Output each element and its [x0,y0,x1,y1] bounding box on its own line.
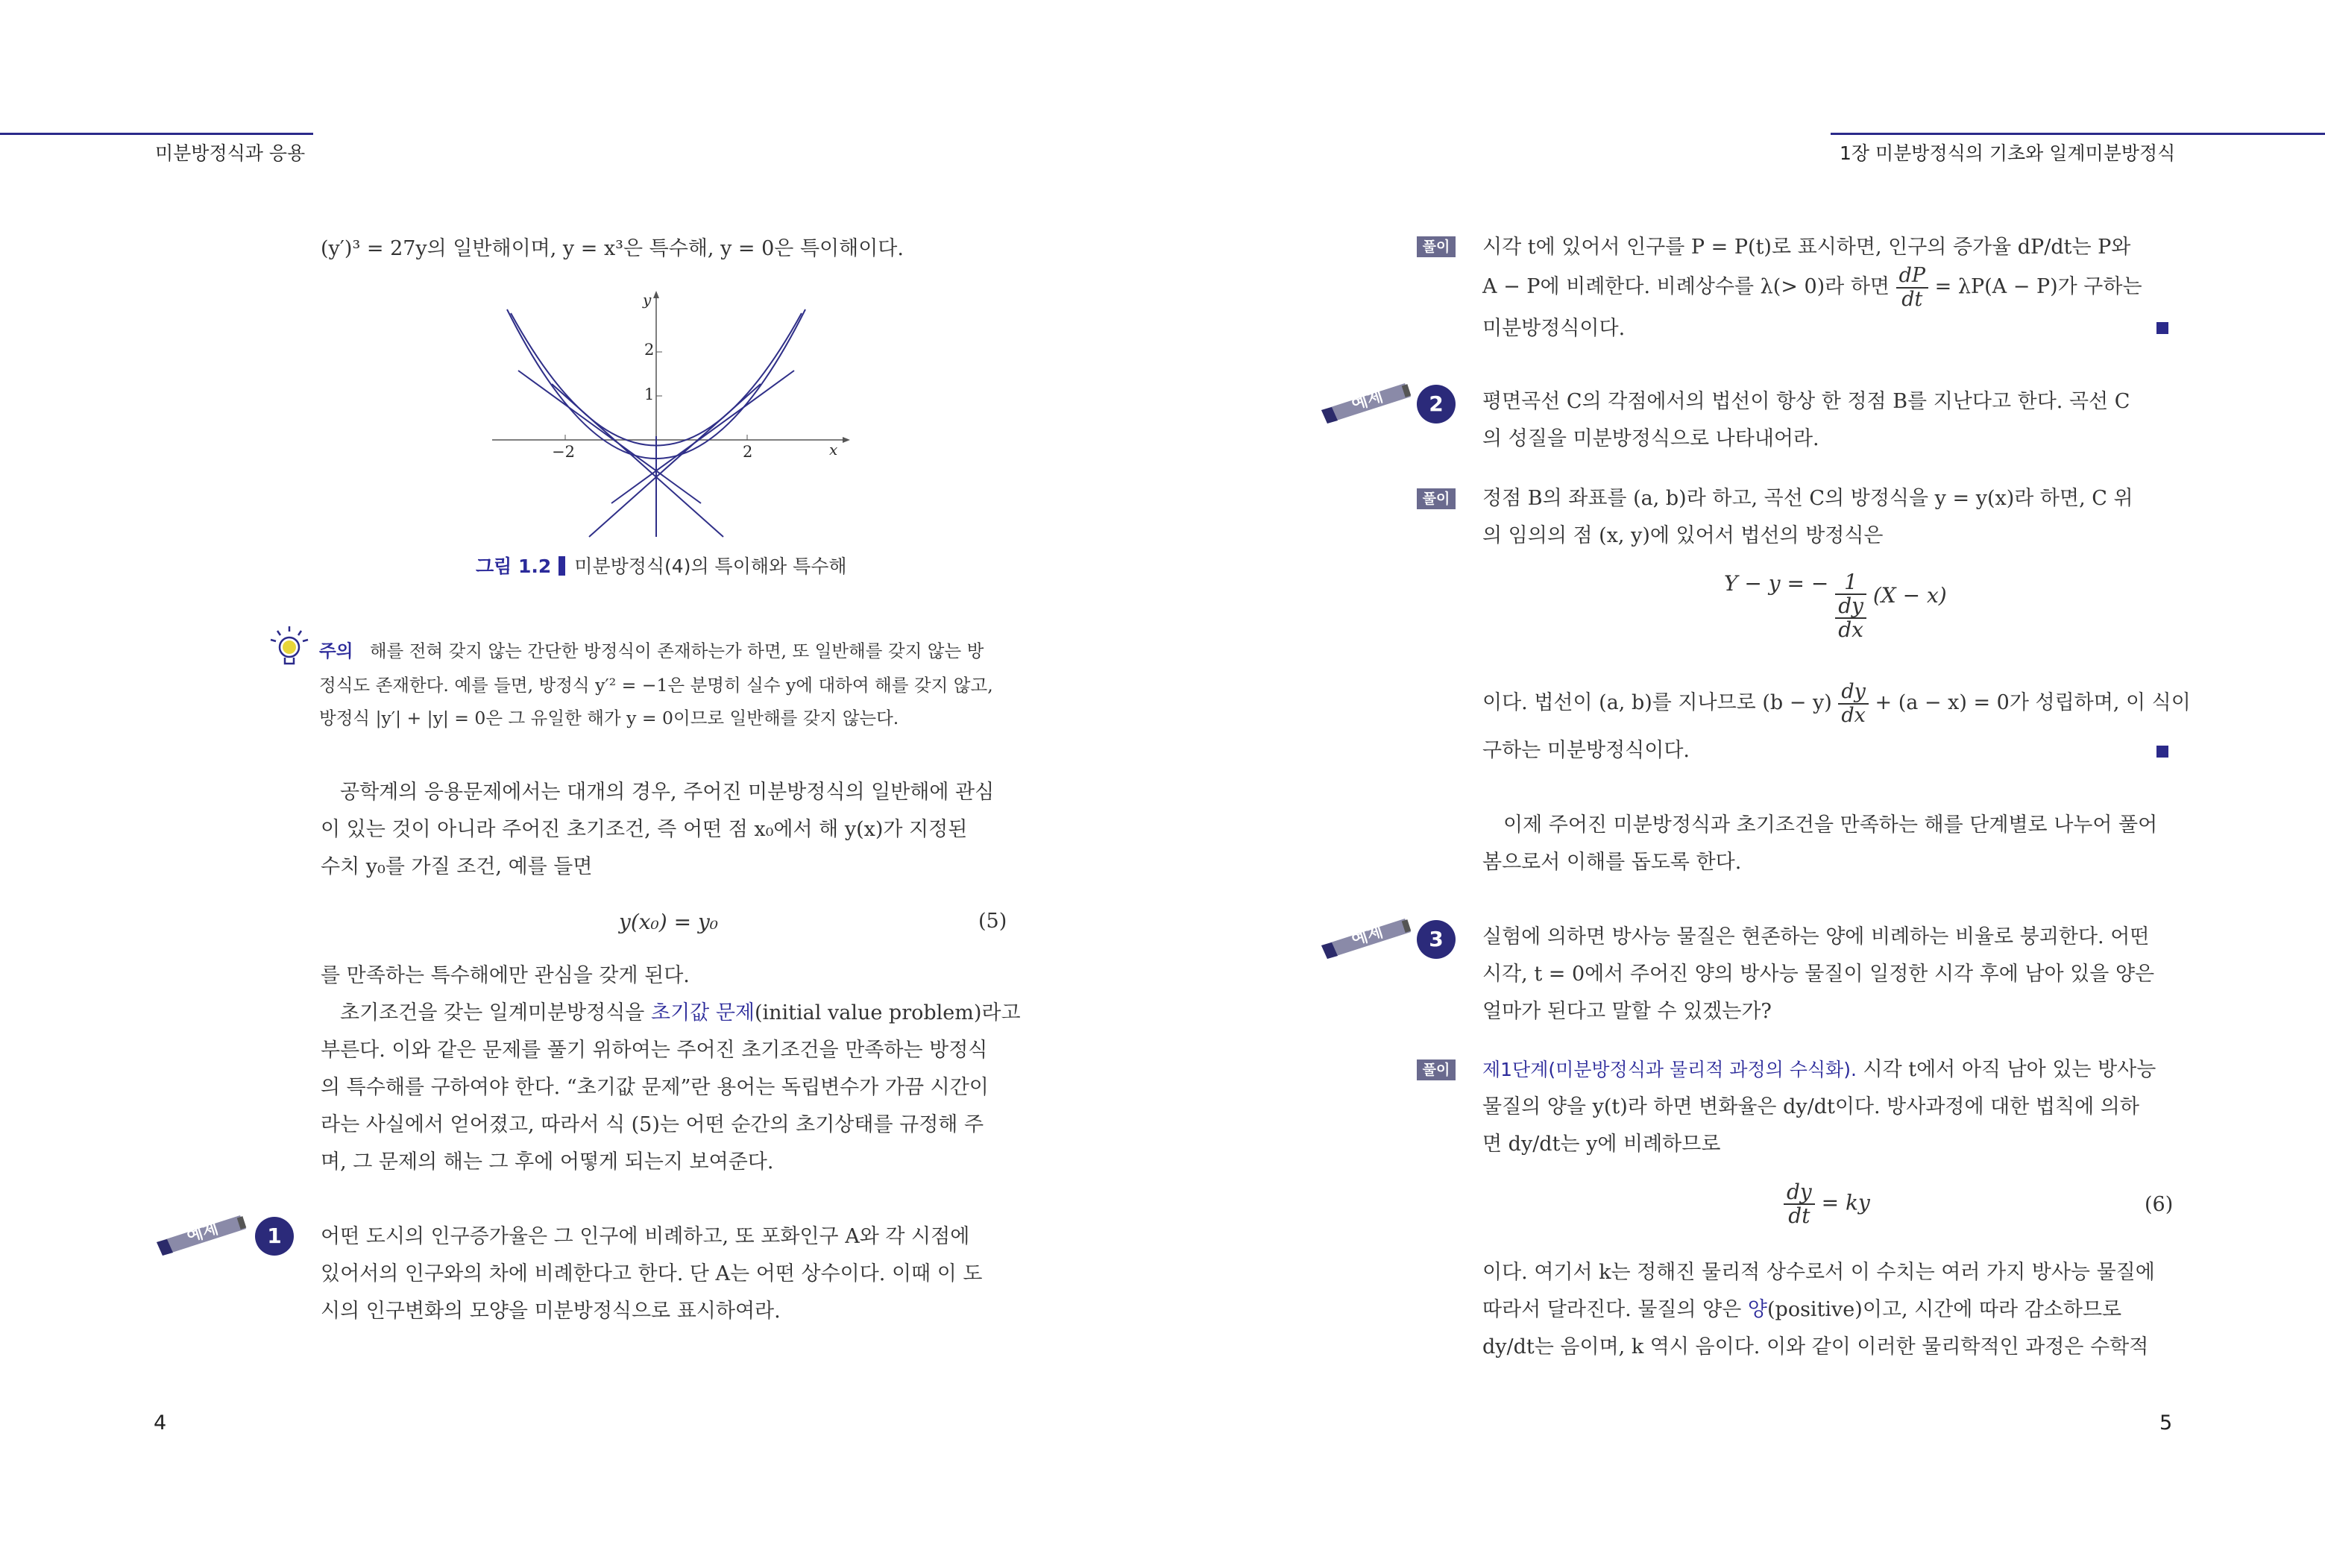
right-header-rule [1831,133,2325,135]
figure-caption [476,552,847,579]
solution-1-badge: 풀이 [1417,236,1456,257]
para1-line-3: 수치 y₀를 가질 조건, 예를 들면 [321,855,593,878]
sol3-after-line-2: 따라서 달라진다. 물질의 양은 양(positive)이고, 시간에 따라 감소하므로 [1482,1298,2122,1321]
para2-line-5: 며, 그 문제의 해는 그 후에 어떻게 되는지 보여준다. [321,1150,774,1174]
example-1-tag: 예제 [184,1218,221,1247]
sol1-line2-pre: A − P에 비례한다. 비례상수를 λ(> 0)라 하면 [1482,275,1890,298]
left-header-rule [0,133,313,135]
para1-line-2: 이 있는 것이 아니라 주어진 초기조건, 즉 어떤 점 x₀에서 해 y(x)가 지정된 [321,818,968,841]
example-2-line-2: 의 성질을 미분방정식으로 나타내어라. [1482,427,1819,450]
para2-line1-post: (initial value problem)라고 [754,1001,1021,1024]
example-3-line-2: 시각, t = 0에서 주어진 양의 방사능 물질이 일정한 시각 후에 남아 있을 양은 [1482,963,2155,986]
example-3-number: 3 [1417,920,1456,959]
example-1-line-1: 어떤 도시의 인구증가율은 그 인구에 비례하고, 또 포화인구 A와 각 시점에 [321,1225,970,1248]
right-para-line-1: 이제 주어진 미분방정식과 초기조건을 만족하는 해를 단계별로 나누어 풀어 [1503,813,2158,837]
equation-6: $\frac{dy}{dt}$ = ky [1784,1181,1870,1227]
sol3-line-3: 면 dy/dt는 y에 비례하므로 [1482,1133,1721,1156]
fraction-dP-dt: $\frac{dP}{dt}$ [1896,265,1928,311]
solution-2-badge: 풀이 [1417,488,1456,509]
term-positive: 양 [1747,1298,1767,1321]
note-line-1 [319,640,984,662]
sol3-line-1: 제1단계(미분방정식과 물리적 과정의 수식화). 시각 t에서 아직 남아 있는 방사능 [1482,1058,2156,1081]
normal-line-equation: Y − y = − $\frac{1}{\frac{dy}{dx}}$ (X − x) [1724,570,1947,642]
qed-square-1 [2156,322,2168,334]
figure-caption-label: 그림 1.2 [476,555,552,577]
sol1-line-2 [1482,261,2142,313]
para2-line1-pre: 초기조건을 갖는 일계미분방정식을 [340,1001,651,1024]
para2-line-2: 부른다. 이와 같은 문제를 풀기 위하여는 주어진 초기조건을 만족하는 방정식 [321,1039,988,1062]
lightbulb-icon [268,625,310,670]
sol3-after-line-3: dy/dt는 음이며, k 역시 음이다. 이와 같이 이러한 물리학적인 과정은 수학적 [1482,1335,2149,1358]
example-3-line-3: 얼마가 된다고 말할 수 있겠는가? [1482,1000,1772,1023]
left-page-number: 4 [154,1411,167,1435]
caption-bar [559,556,565,576]
para2-line-1 [340,1001,1021,1026]
note-line-2: 정식도 존재한다. 예를 들면, 방정식 y′² = −1은 분명히 실수 y에 대하여 해를 갖지 않고, [319,675,993,696]
example-2-number: 2 [1417,385,1456,424]
sol2-after-line-2: 구하는 미분방정식이다. [1482,739,1690,762]
equation-5: y(x₀) = y₀ [619,910,718,934]
sol3-line-2: 물질의 양을 y(t)라 하면 변화율은 dy/dt이다. 방사과정에 대한 법칙에 의하 [1482,1095,2139,1118]
note-line-3: 방정식 |y′| + |y| = 0은 그 유일한 해가 y = 0이므로 일반해를 갖지 않는다. [319,708,899,728]
sol1-line2-post: = λP(A − P)가 구하는 [1934,275,2142,298]
note-label: 주의 [319,640,353,661]
para2-line-4: 라는 사실에서 얻어졌고, 따라서 식 (5)는 어떤 순간의 초기상태를 규정해 주 [321,1113,984,1136]
equation-6-number: (6) [2145,1193,2174,1216]
example-1-line-3: 시의 인구변화의 모양을 미분방정식으로 표시하여라. [321,1300,781,1323]
sol1-line-3: 미분방정식이다. [1482,317,1626,340]
qed-square-2 [2156,746,2168,758]
example-2-line-1: 평면곡선 C의 각점에서의 법선이 항상 한 정점 B를 지난다고 한다. 곡선 C [1482,390,2130,413]
step-1-label: 제1단계(미분방정식과 물리적 과정의 수식화). [1482,1059,1857,1080]
example-1-number: 1 [255,1217,294,1256]
example-3-line-1: 실험에 의하면 방사능 물질은 현존하는 양에 비례하는 비율로 붕괴한다. 어떤 [1482,925,2150,948]
intro-line: (y′)³ = 27y의 일반해이며, y = x³은 특수해, y = 0은 특이해이다. [321,237,904,260]
right-header-title: 1장 미분방정식의 기초와 일계미분방정식 [1840,142,2176,164]
solution-3-badge: 풀이 [1417,1059,1456,1080]
right-para-line-2: 봄으로서 이해를 돕도록 한다. [1482,851,1742,874]
example-1-line-2: 있어서의 인구와의 차에 비례한다고 한다. 단 A는 어떤 상수이다. 이때 이 도 [321,1262,983,1285]
figure-tick-y1: 1 [644,385,655,403]
sol2-after-line-1: 이다. 법선이 (a, b)를 지나므로 (b − y) $\frac{dy}{dx}$ + (a − x) = 0가 성립하며, 이 식이 [1482,679,2191,727]
figure-tick-y2: 2 [644,341,655,359]
right-page-number: 5 [2159,1411,2173,1435]
figure-tick-neg2: −2 [552,443,575,461]
figure-caption-text: 미분방정식(4)의 특이해와 특수해 [574,555,847,577]
para2-line-3: 의 특수해를 구하여야 한다. “초기값 문제”란 용어는 독립변수가 가끔 시간이 [321,1076,989,1099]
para1-line-1: 공학계의 응용문제에서는 대개의 경우, 주어진 미분방정식의 일반해에 관심 [340,781,995,804]
sol2-line-2: 의 임의의 점 (x, y)에 있어서 법선의 방정식은 [1482,524,1884,547]
sol1-line-1: 시각 t에 있어서 인구를 P = P(t)로 표시하면, 인구의 증가율 dP/dt는 P와 [1482,236,2131,259]
figure-plot [477,287,850,541]
left-header-title: 미분방정식과 응용 [155,142,306,164]
after-eq5-line: 를 만족하는 특수해에만 관심을 갖게 된다. [321,964,690,987]
term-initial-value-problem: 초기값 문제 [650,1001,755,1024]
sol2-line-1: 정점 B의 좌표를 (a, b)라 하고, 곡선 C의 방정식을 y = y(x)라 하면, C 위 [1482,487,2133,510]
figure-tick-x2: 2 [743,443,753,461]
figure-y-label: y [643,291,652,309]
equation-5-number: (5) [978,910,1007,933]
fraction-dy-dx: $\frac{dy}{dx}$ [1838,681,1869,727]
figure-x-label: x [829,441,838,459]
example-3-tag: 예제 [1349,922,1385,950]
note-text-1: 해를 전혀 갖지 않는 간단한 방정식이 존재하는가 하면, 또 일반해를 갖지 않는 방 [369,640,984,661]
sol3-after-line-1: 이다. 여기서 k는 정해진 물리적 상수로서 이 수치는 여러 가지 방사능 물질에 [1482,1261,2155,1284]
example-2-tag: 예제 [1349,386,1385,415]
